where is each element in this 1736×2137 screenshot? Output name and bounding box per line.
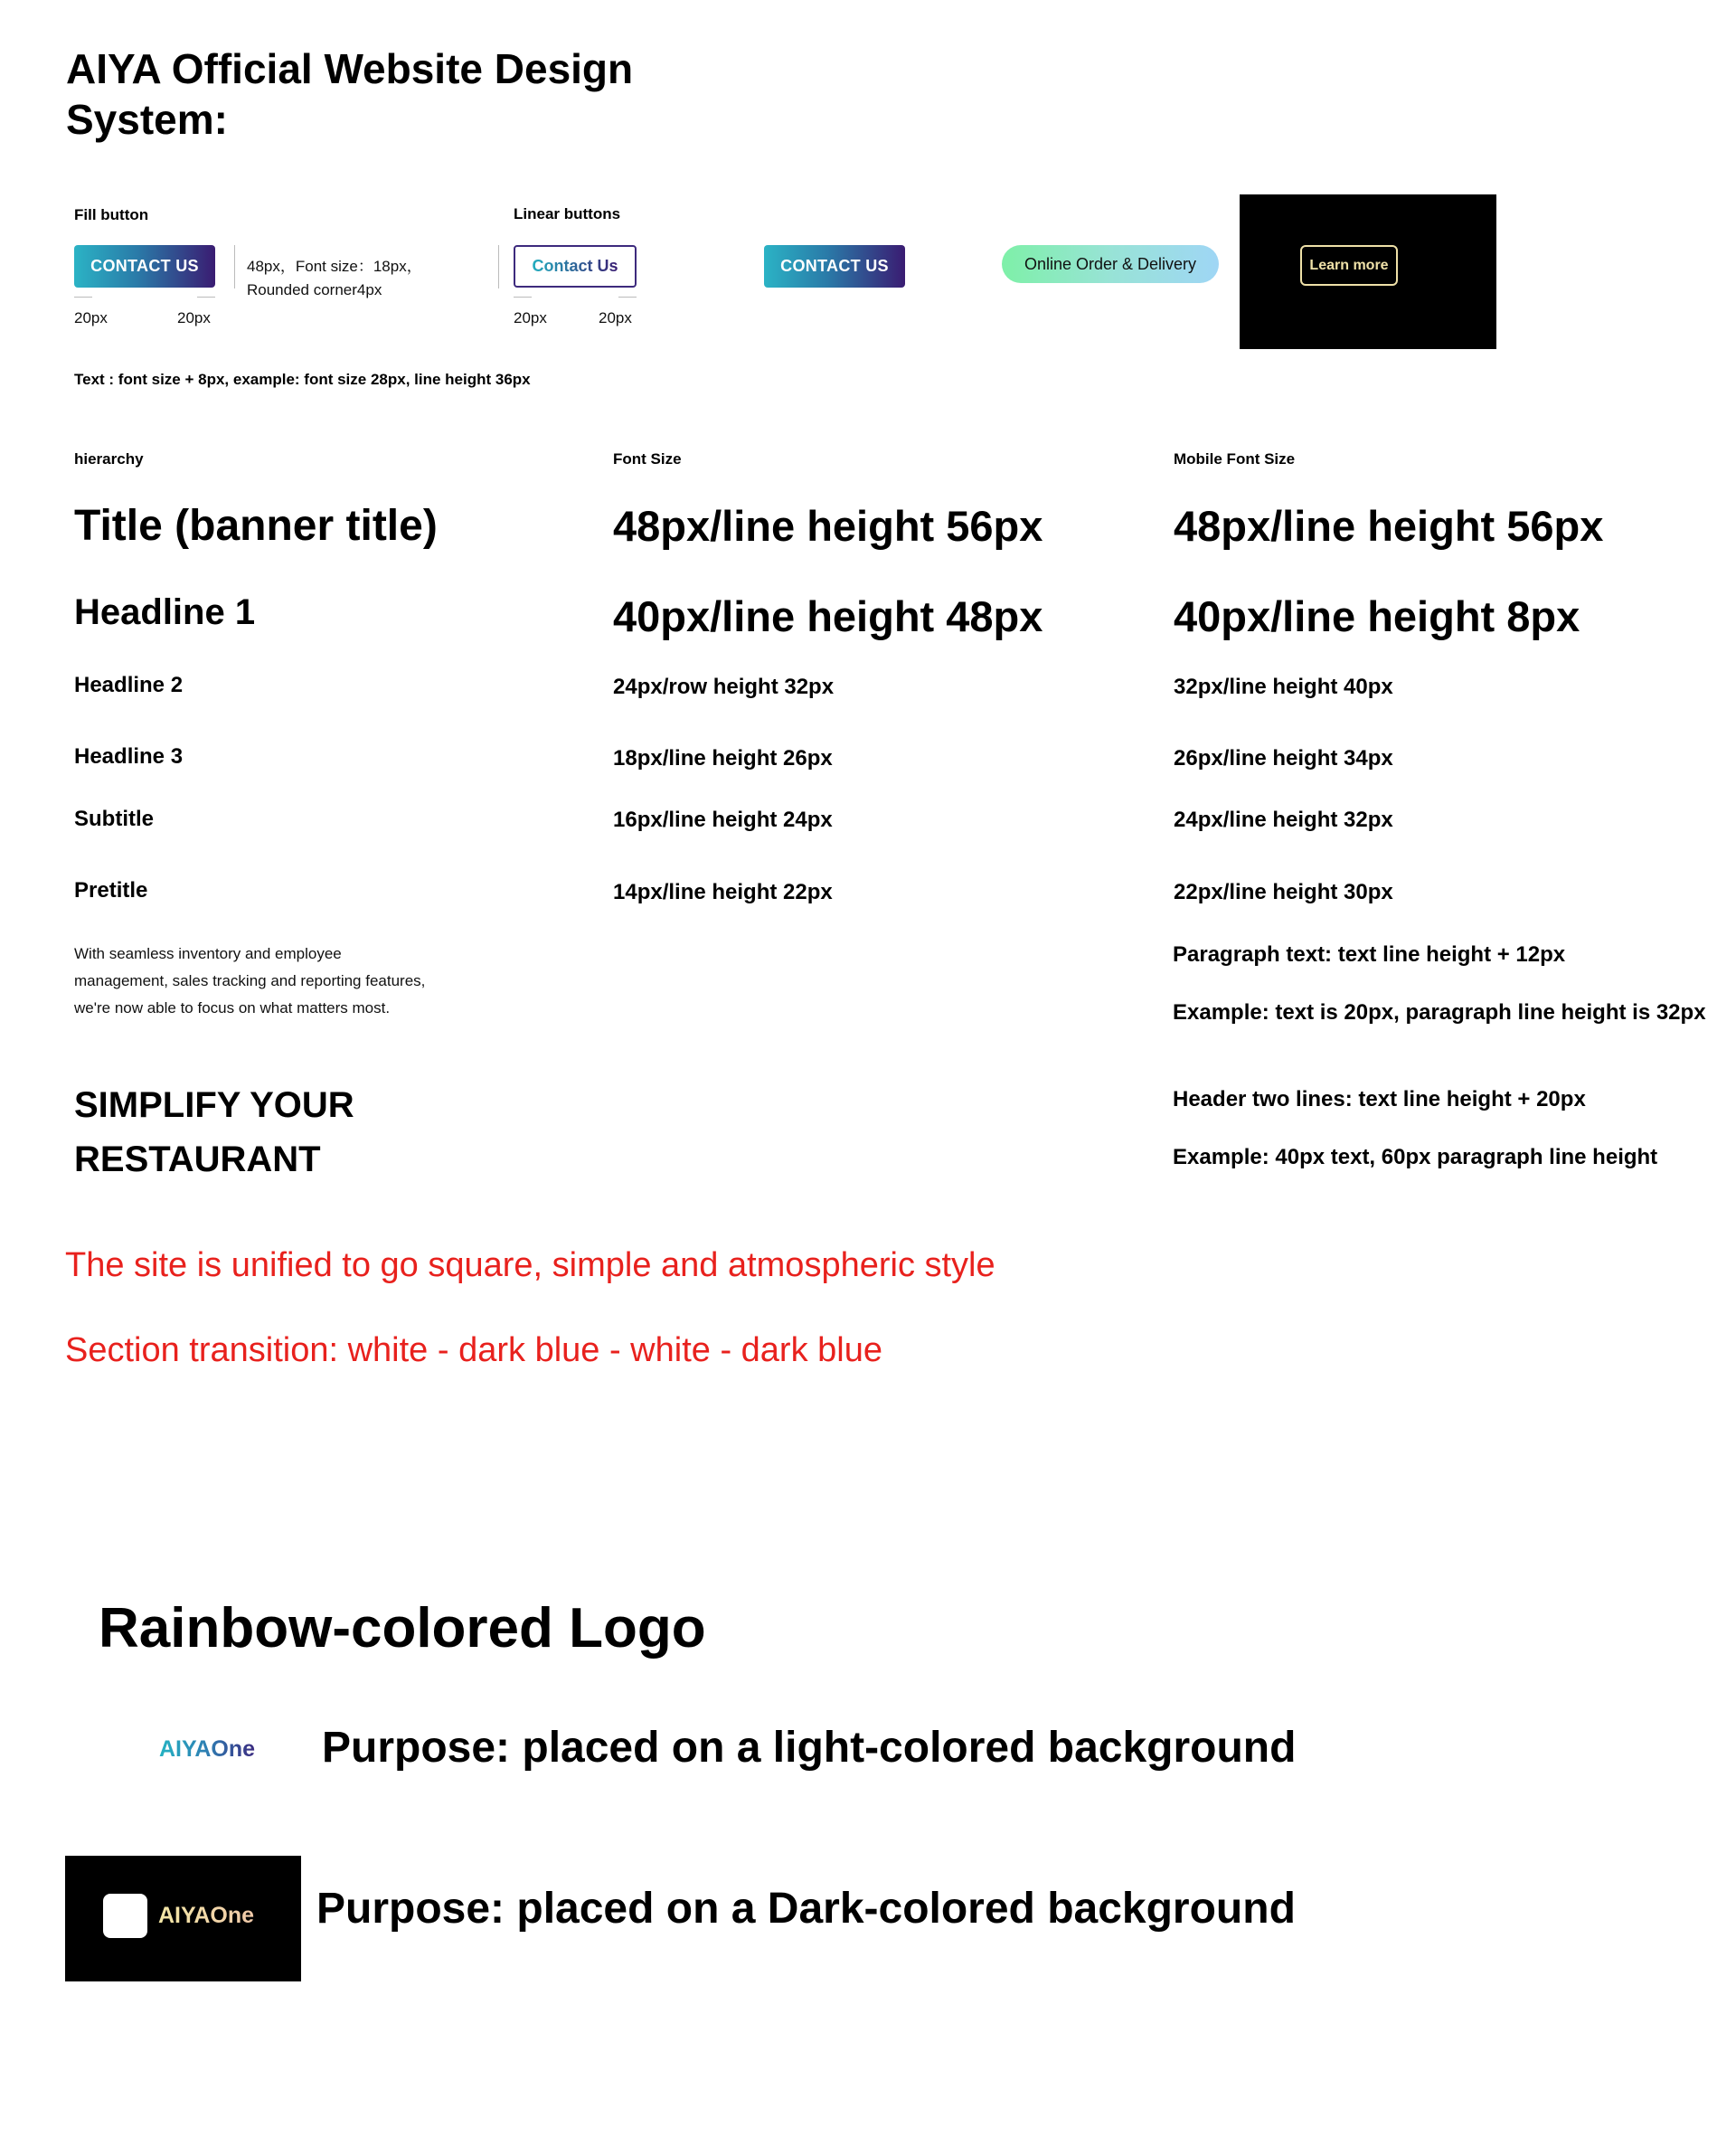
note-paragraph-example: Example: text is 20px, paragraph line height is 32px <box>1173 1000 1706 1025</box>
learn-more-dark-preview <box>1240 194 1496 349</box>
header-two-line-sample: SIMPLIFY YOUR RESTAURANT <box>74 1085 354 1179</box>
purpose-dark-background: Purpose: placed on a Dark-colored background <box>316 1885 1296 1933</box>
contact-us-fill-button[interactable]: CONTACT US <box>74 245 215 288</box>
spec-divider <box>234 245 235 288</box>
page-title: AIYA Official Website Design System: <box>66 45 634 143</box>
fill-padding-left-label: 20px <box>74 309 108 326</box>
mobile-size-subtitle: 24px/line height 32px <box>1174 808 1393 832</box>
linear-buttons-label: Linear buttons <box>514 205 621 222</box>
style-note-transition: Section transition: white - dark blue - white - dark blue <box>65 1331 882 1369</box>
linear-padding-right-tick <box>618 297 637 298</box>
aiya-logo-dark-text: AIYAOne <box>158 1903 255 1928</box>
note-header-example: Example: 40px text, 60px paragraph line height <box>1173 1145 1658 1169</box>
aiya-logo-dark-preview <box>65 1856 301 1981</box>
learn-more-button[interactable]: Learn more <box>1300 245 1398 286</box>
mobile-size-title: 48px/line height 56px <box>1174 502 1604 550</box>
purpose-light-background: Purpose: placed on a light-colored background <box>322 1724 1297 1772</box>
text-rule-note: Text : font size + 8px, example: font size 28px, line height 36px <box>74 371 531 388</box>
logo-square-icon <box>103 1894 147 1938</box>
aiya-logo-dark <box>158 1903 254 1929</box>
col-mobile-font-size: Mobile Font Size <box>1174 450 1296 468</box>
button-spec-text: 48px，Font size：18px，Rounded corner4px <box>247 258 422 298</box>
size-headline-1: 40px/line height 48px <box>613 592 1043 640</box>
paragraph-sample: With seamless inventory and employee management, sales tracking and reporting features, we're now able to focus on what matters most. <box>74 945 426 1016</box>
mobile-size-headline-2: 32px/line height 40px <box>1174 675 1393 699</box>
size-headline-2: 24px/row height 32px <box>613 675 835 699</box>
note-header-rule: Header two lines: text line height + 20px <box>1173 1087 1586 1111</box>
rainbow-logo-title: Rainbow-colored Logo <box>99 1597 706 1659</box>
size-headline-3: 18px/line height 26px <box>613 746 833 771</box>
linear-divider <box>498 245 499 288</box>
contact-us-linear-label: Contact Us <box>532 257 618 275</box>
online-order-pill-button[interactable]: Online Order & Delivery <box>1002 245 1219 283</box>
mobile-size-headline-1: 40px/line height 8px <box>1174 592 1580 640</box>
note-paragraph-rule: Paragraph text: text line height + 12px <box>1173 942 1566 967</box>
linear-padding-left-tick <box>514 297 532 298</box>
size-pretitle: 14px/line height 22px <box>613 880 833 904</box>
fill-padding-right-label: 20px <box>177 309 211 326</box>
fill-button-label: Fill button <box>74 206 149 223</box>
hierarchy-headline-3: Headline 3 <box>74 744 184 769</box>
padding-right-tick <box>197 297 215 298</box>
padding-left-tick <box>74 297 92 298</box>
col-hierarchy: hierarchy <box>74 450 144 468</box>
mobile-size-pretitle: 22px/line height 30px <box>1174 880 1393 904</box>
hierarchy-subtitle: Subtitle <box>74 807 154 831</box>
hierarchy-headline-1: Headline 1 <box>74 592 256 632</box>
aiya-logo-light <box>159 1736 255 1763</box>
size-title: 48px/line height 56px <box>613 502 1043 550</box>
contact-us-fill-button-2[interactable]: CONTACT US <box>764 245 905 288</box>
style-note-square: The site is unified to go square, simple and atmospheric style <box>65 1246 995 1284</box>
mobile-size-headline-3: 26px/line height 34px <box>1174 746 1393 771</box>
col-font-size: Font Size <box>613 450 682 468</box>
hierarchy-pretitle: Pretitle <box>74 878 148 903</box>
hierarchy-title: Title (banner title) <box>74 502 438 550</box>
size-subtitle: 16px/line height 24px <box>613 808 833 832</box>
hierarchy-headline-2: Headline 2 <box>74 673 184 697</box>
linear-padding-right-label: 20px <box>599 309 632 326</box>
linear-padding-left-label: 20px <box>514 309 547 326</box>
contact-us-linear-button[interactable] <box>514 245 637 288</box>
aiya-logo-light-text: AIYAOne <box>159 1736 256 1762</box>
